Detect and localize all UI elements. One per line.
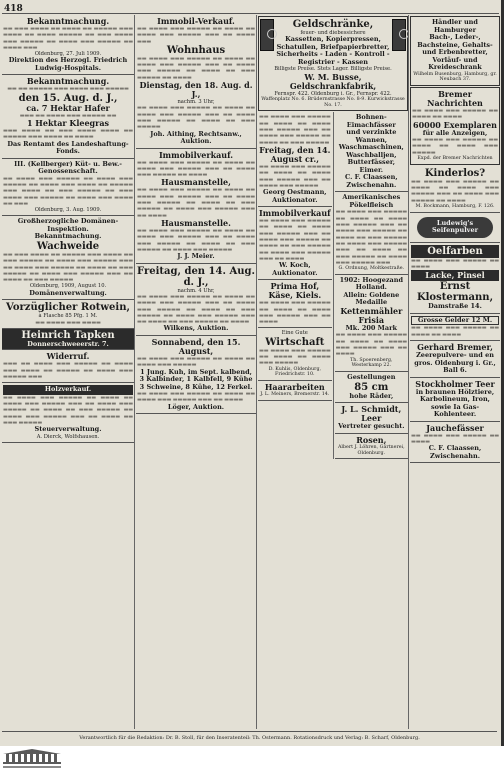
ad-title: Bekanntmachung.	[26, 76, 110, 87]
ad-org: Das Rentamt des Landeshaftung-Fonds.	[7, 139, 129, 156]
ad-items: in braunen Hölztiere, Karbolineum, Iron, sowie Ia Gas-Kohlenteer.	[415, 387, 495, 419]
ad-subtitle: für alle Anzeigen,	[422, 128, 488, 137]
ad-body: ▬▬ ▬▬▬▬ ▬▬▬ ▬▬▬▬▬ ▬▬ ▬▬▬▬ ▬▬ ▬▬▬▬ ▬▬▬ ▬▬▬▬▬ ▬▬▬ ▬▬ ▬▬▬▬ ▬▬▬ ▬▬▬▬▬ ▬▬ ▬▬▬▬ ▬▬ ▬▬▬ ▬▬▬▬▬ ▬▬ ▬▬▬▬ ▬▬▬ ▬▬▬▬▬ ▬▬▬ ▬▬ ▬▬▬▬	[259, 218, 331, 262]
safe-illustration-icon	[392, 19, 406, 51]
ad-holzverkauf	[2, 383, 134, 443]
ad-body: ▬▬ ▬▬▬▬ ▬▬▬ ▬▬▬▬▬ ▬▬ ▬▬▬▬ ▬▬ ▬▬▬▬	[412, 108, 498, 121]
ad-title: Oelfarben	[411, 245, 499, 258]
ad-item: Wachweide	[36, 240, 100, 252]
ad-org: Wilhelm Busenburg, Hamburg, gr. Neubach 37.	[413, 71, 497, 83]
page-number: 418	[4, 4, 23, 14]
ad-street: Waffenplatz No. 6. Brüdernstrasse No. 8-9. Kurwickstrasse No. 17.	[261, 96, 405, 108]
ad-geldschraenke	[258, 16, 408, 111]
ad-subtitle: feuer- und diebessichere	[300, 30, 366, 36]
ad-title: Vorzüglicher Rotwein,	[6, 302, 130, 314]
ad-firm: C. F. Claassen, Zwischenahn.	[428, 444, 482, 460]
library-logo-icon	[2, 748, 62, 772]
ad-body: ▬▬▬ ▬▬ ▬▬▬▬ ▬▬▬ ▬▬▬▬▬ ▬▬	[19, 112, 117, 119]
ad-title: Stockholmer Teer	[415, 378, 495, 389]
ad-title: Holzverkauf.	[3, 385, 133, 395]
ad-org: Georg Oestmann, Auktionator.	[263, 188, 327, 204]
ad-title: 1902: Hoogezand Holland.	[339, 275, 404, 292]
ad-item: Hausmanstelle,	[161, 177, 231, 188]
ad-org: Direktion des Herzogl. Friedrich Ludwig-Hospitals.	[8, 56, 128, 72]
ad-title: Kinderlos?	[424, 167, 486, 179]
ad-items-2: 3 Schweine, 8 Kühe, 12 Ferkel.	[139, 382, 253, 391]
ad-immobilverkauf-oestmann	[258, 112, 332, 207]
ad-subtitle: Allein: Goldene Medaille	[343, 290, 400, 307]
ad-prima-hof	[258, 280, 332, 328]
ad-price: Mk. 200 Mark	[345, 323, 397, 332]
column-2	[136, 15, 256, 729]
ad-body: ▬▬ ▬▬▬▬ ▬▬▬ ▬▬▬▬▬ ▬▬ ▬▬▬▬ ▬▬▬ ▬▬▬▬▬ ▬▬ ▬▬▬▬ ▬▬▬ ▬▬▬▬ ▬▬ ▬▬▬▬▬ ▬▬▬ ▬▬▬▬ ▬▬ ▬▬▬ ▬▬▬▬▬ ▬▬ ▬▬▬ ▬▬▬▬ ▬▬▬ ▬▬▬▬▬ ▬▬ ▬▬▬▬ ▬▬▬ ▬▬▬▬ ▬▬ ▬▬▬	[3, 175, 133, 207]
ad-immobilverkauf	[136, 149, 256, 264]
ad-body: ▬▬ ▬▬▬ ▬▬▬▬ ▬▬ ▬▬▬▬ ▬▬ ▬▬▬▬▬ ▬▬▬ ▬▬▬▬ ▬▬ ▬▬▬▬ ▬▬▬▬▬ ▬▬ ▬▬▬ ▬▬▬▬ ▬▬▬ ▬▬▬▬▬ ▬▬ ▬▬▬▬ ▬▬▬ ▬▬▬▬▬ ▬▬ ▬▬▬▬ ▬▬▬	[3, 26, 133, 51]
ad-tapken	[2, 329, 134, 351]
ad-title: Amerikanisches Pökelfleisch	[342, 193, 401, 209]
ad-price: à Flasche 85 Pfg. 1 M.	[38, 313, 98, 320]
ad-title: J. L. Schmidt, Leer	[341, 404, 402, 424]
ad-org: J. J. Meier.	[177, 252, 215, 261]
ad-title: Immobilverkauf	[259, 208, 331, 219]
ad-org: Löger, Auktion.	[167, 402, 225, 411]
imprint-footer: Verantwortlich für die Redaktion: Dr. B. Stoll, für den Inseratenteil: Th. Ostermann. Rotationsdruck und Verlag: B. Scharf, Oldenburg.	[2, 731, 497, 744]
ad-date: Oldenburg, 27. Juli 1909.	[34, 51, 102, 58]
ad-firm: W. M. Busse, Geldschrankfabrik,	[289, 71, 377, 91]
ad-org: Wilkens, Auktion.	[163, 324, 229, 333]
ad-date: Freitag, den 14. August cr.,	[259, 144, 331, 164]
ad-org: M. Bockmann, Hamburg, F. 126.	[415, 204, 495, 210]
ad-item-2: Hausmanstelle.	[161, 217, 231, 228]
ad-widerruf	[2, 350, 134, 383]
ad-number: 60000 Exemplaren	[413, 119, 497, 130]
ad-date: Freitag, den 14. Aug. d. J.,	[137, 265, 255, 288]
ad-body: ▬▬ ▬▬▬▬ ▬▬▬ ▬▬▬▬▬ ▬▬ ▬▬▬▬ ▬▬ ▬▬▬▬ ▬▬▬ ▬▬▬▬▬ ▬▬▬ ▬▬ ▬▬▬▬ ▬▬▬ ▬▬▬▬▬	[259, 163, 331, 189]
ad-address: Fernspr. 422. Oldenburg i. Gr., Fernspr. 422.	[274, 90, 392, 97]
ad-sonnabend-auktion	[136, 336, 256, 414]
ad-date: Dienstag, den 18. Aug. d. J.,	[139, 80, 253, 100]
col3-split	[258, 112, 408, 459]
column-divider	[256, 15, 257, 729]
ad-body: ▬▬ ▬▬▬▬ ▬▬▬ ▬▬▬▬▬ ▬▬ ▬▬▬▬ ▬▬ ▬▬▬▬ ▬▬▬ ▬▬▬▬▬ ▬▬▬ ▬▬ ▬▬▬▬ ▬▬▬ ▬▬▬▬▬ ▬▬ ▬▬▬▬ ▬▬ ▬▬▬ ▬▬▬▬▬	[259, 114, 331, 146]
ad-title: Heinrich Tapken	[21, 329, 115, 341]
ad-title: Jauchefässer	[426, 422, 484, 433]
ad-oelfarben	[410, 243, 500, 314]
ad-subtitle: Donnerschweeerstr. 7.	[27, 339, 109, 348]
ad-body: ▬▬ ▬▬▬▬ ▬▬▬ ▬▬▬▬▬ ▬▬ ▬▬▬▬ ▬▬ ▬▬▬▬ ▬▬▬ ▬▬▬▬▬	[259, 347, 331, 367]
ad-body: ▬▬ ▬▬▬▬ ▬▬▬ ▬▬▬▬▬ ▬▬ ▬▬▬▬ ▬▬ ▬▬▬▬ ▬▬▬ ▬▬▬▬▬ ▬▬▬ ▬▬ ▬▬▬▬ ▬▬▬ ▬▬▬▬▬ ▬▬ ▬▬▬▬ ▬▬ ▬▬▬ ▬▬▬▬▬ ▬▬ ▬▬▬▬ ▬▬▬ ▬▬▬▬▬ ▬▬▬ ▬▬ ▬▬▬▬ ▬▬ ▬▬▬ ▬▬▬▬▬ ▬▬ ▬▬▬▬ ▬▬▬ ▬▬▬▬▬ ▬▬▬	[335, 209, 407, 266]
ad-title: Bremer Nachrichten	[427, 89, 483, 109]
ad-haararbeiten	[258, 381, 332, 401]
ad-body: ▬▬ ▬▬▬▬ ▬▬▬ ▬▬▬▬▬ ▬▬ ▬▬▬▬ ▬▬ ▬▬▬▬ ▬▬▬ ▬▬▬▬▬ ▬▬▬ ▬▬ ▬▬▬▬ ▬▬▬ ▬▬▬▬▬ ▬▬ ▬▬▬▬ ▬▬ ▬▬▬ ▬▬▬▬▬ ▬▬ ▬▬▬▬ ▬▬▬ ▬▬▬▬▬ ▬▬▬ ▬▬ ▬▬▬▬ ▬▬ ▬▬▬ ▬▬▬▬▬	[3, 394, 133, 426]
ad-body: ▬▬ ▬▬▬▬ ▬▬▬ ▬▬▬▬▬ ▬▬ ▬▬▬▬ ▬▬ ▬▬▬▬ ▬▬▬ ▬▬▬▬▬ ▬▬▬ ▬▬ ▬▬▬▬ ▬▬▬ ▬▬▬▬▬ ▬▬ ▬▬▬▬ ▬▬ ▬▬▬ ▬▬▬▬▬ ▬▬ ▬▬▬▬ ▬▬▬ ▬▬▬▬▬ ▬▬▬ ▬▬ ▬▬▬▬	[137, 187, 255, 219]
ad-title: Bekanntmachung.	[26, 16, 110, 26]
ad-org: Joh. Aithing, Rechtsanw., Auktion.	[150, 129, 242, 146]
ad-kinderlos	[410, 166, 500, 213]
ad-title-2: Kettenmähler Frisia	[340, 305, 403, 325]
ad-body: ▬▬ ▬▬▬▬ ▬▬▬ ▬▬▬▬▬ ▬▬ ▬▬▬▬ ▬▬ ▬▬▬▬	[411, 325, 499, 338]
ad-body: ▬▬ ▬▬▬▬ ▬▬▬ ▬▬▬▬▬ ▬▬ ▬▬▬▬ ▬▬ ▬▬▬▬ ▬▬▬ ▬▬▬▬▬ ▬▬▬ ▬▬ ▬▬▬▬ ▬▬▬ ▬▬▬▬▬ ▬▬ ▬▬▬▬ ▬▬ ▬▬▬ ▬▬▬▬▬ ▬▬ ▬▬▬▬ ▬▬▬ ▬▬▬▬▬ ▬▬▬ ▬▬ ▬▬▬▬ ▬▬ ▬▬▬ ▬▬▬▬▬ ▬▬ ▬▬▬▬	[137, 293, 255, 326]
ad-org: Expd. der Bremer Nachrichten	[417, 156, 493, 162]
ad-body: ▬▬ ▬▬▬▬ ▬▬▬ ▬▬▬▬▬ ▬▬ ▬▬▬▬ ▬▬ ▬▬▬▬ ▬▬▬ ▬▬▬▬▬ ▬▬▬ ▬▬ ▬▬▬▬ ▬▬▬ ▬▬▬▬▬ ▬▬ ▬▬▬▬	[411, 178, 499, 204]
ad-address: Damstraße 14.	[428, 302, 482, 311]
ad-date: den 15. Aug. d. J.,	[18, 92, 118, 104]
column-3	[258, 15, 408, 729]
ad-title: Rosen,	[356, 434, 387, 445]
ad-title: Prima Hof, Käse, Kiels.	[268, 281, 322, 301]
column-1	[2, 15, 134, 729]
ad-body: ▬▬▬ ▬▬▬▬ ▬▬ ▬▬▬ ▬▬▬▬ ▬▬▬▬ ▬▬ ▬▬▬▬▬ ▬▬▬ ▬▬▬▬ ▬▬ ▬▬▬▬	[3, 128, 133, 141]
ad-bekanntmachung-hafer	[2, 75, 134, 158]
ad-title: Händler und Hamburger	[432, 18, 478, 34]
ad-date: Sonnabend, den 15. August,	[151, 336, 241, 356]
ad-title: Bohnen-Eimachfässer	[346, 113, 396, 129]
column-divider	[408, 15, 409, 729]
safe-row	[260, 19, 406, 51]
col3-left	[258, 112, 334, 459]
header-rule	[2, 13, 499, 14]
ad-items: Kassetten, Kopierpressen, Schatullen, Briefpapierbretter,	[276, 35, 390, 51]
safe-illustration-icon	[260, 19, 274, 51]
ad-title: Grosse Gelder 12 M.	[411, 316, 499, 326]
ad-genossenschaft	[2, 159, 134, 217]
ad-body: ▬▬▬ ▬▬ ▬▬▬▬ ▬▬▬ ▬▬▬▬▬ ▬▬ ▬▬▬▬ ▬▬▬ ▬▬▬▬ ▬▬ ▬▬▬▬▬ ▬▬ ▬▬▬▬ ▬▬▬ ▬▬▬▬▬ ▬▬▬	[3, 361, 133, 380]
ad-items: und verzinkte Wannen, Waschmaschinen, Waschballjen, Butterfässer, Eimer.	[338, 128, 404, 174]
ad-title: Immobilverkauf.	[158, 149, 234, 160]
ad-body: ▬▬ ▬▬▬▬ ▬▬▬ ▬▬▬▬▬ ▬▬ ▬▬▬▬ ▬▬ ▬▬▬▬ ▬▬▬ ▬▬▬▬▬ ▬▬▬ ▬▬ ▬▬▬▬ ▬▬▬ ▬▬▬▬▬ ▬▬ ▬▬▬▬	[137, 159, 255, 179]
ad-freitag-auktion	[136, 264, 256, 336]
ad-subtitle: Zeerepulvere- und en gros. Oldenburg i. Gr., Ball 6.	[414, 351, 496, 375]
ad-time: nachm. 4 Uhr,	[177, 287, 215, 294]
ad-hoogezand	[335, 275, 408, 372]
ad-items: 1 Jung. Kuh, im Sept. kalbend, 3 Kalbinder, 1 Kalbfell, 9 Kühe	[139, 367, 253, 383]
ad-date: Oldenburg, 3. Aug. 1909.	[34, 207, 102, 214]
ad-firm: Ernst Klostermann,	[416, 281, 494, 304]
ad-title: III. (Kellberger) Küt- u. Bew.-Genossenschaft.	[14, 159, 122, 176]
ad-wirtschaft	[258, 328, 332, 381]
ad-bremer-nachrichten	[410, 87, 500, 165]
ad-body: ▬▬ ▬▬▬▬ ▬▬▬ ▬▬▬▬▬ ▬▬ ▬▬▬▬	[411, 432, 499, 445]
ad-title: Ludewig's Seifenpulver	[431, 218, 479, 235]
ad-title: Großherzogliche Domänen-Inspektion.	[17, 217, 119, 233]
ad-title: Widerruf.	[46, 351, 90, 362]
ad-items: Bach-, Leder-, Bachsteine, Gehalts- und Erbenbretter, Vorläuf- und Kreideschrank	[417, 33, 493, 71]
safe-title-block	[274, 19, 391, 51]
ad-time: nachm. 3 Uhr,	[177, 99, 215, 106]
ad-price: 85 cm	[354, 381, 389, 393]
soap-oval	[417, 217, 493, 238]
ad-org: Domänenverwaltung.	[29, 288, 107, 297]
col3-right	[334, 112, 408, 459]
ad-body: ▬▬ ▬▬▬▬ ▬▬▬ ▬▬▬▬▬ ▬▬ ▬▬▬▬ ▬▬ ▬▬▬▬ ▬▬▬ ▬▬▬▬▬ ▬▬▬ ▬▬ ▬▬▬▬ ▬▬▬	[137, 26, 255, 45]
ad-org: W. Koch, Auktionator.	[272, 261, 318, 277]
ad-gerhard-bremer	[410, 341, 500, 378]
ad-rotwein	[2, 300, 134, 329]
ad-title: Gestellungen	[347, 373, 396, 382]
ad-subtitle: Bekanntmachung.	[34, 232, 102, 241]
ad-jauchefaesser	[410, 422, 500, 464]
ad-org: J. L. Meiners, Bremerstr. 14.	[260, 392, 330, 398]
ad-body: ▬▬ ▬▬▬▬ ▬▬▬ ▬▬▬▬	[35, 319, 101, 326]
ad-firm: C. F. Claassen, Zwischenahn.	[345, 173, 398, 189]
ad-title: Gerhard Bremer,	[417, 342, 493, 353]
ad-body: ▬▬ ▬▬▬▬ ▬▬▬ ▬▬▬▬▬ ▬▬ ▬▬▬▬ ▬▬ ▬▬▬▬ ▬▬▬ ▬▬▬▬▬ ▬▬▬ ▬▬ ▬▬▬▬	[259, 300, 331, 326]
ad-body: ▬▬ ▬▬ ▬▬▬▬▬ ▬▬▬ ▬▬▬▬ ▬▬▬ ▬▬▬▬▬	[7, 86, 129, 93]
ad-haendler	[410, 16, 500, 86]
ad-item: ca. 7 Hektar Hafer	[26, 102, 110, 113]
ad-subtitle: Lacke, Pinsel	[411, 270, 499, 281]
column-divider	[134, 15, 135, 729]
ad-body: ▬▬ ▬▬▬▬ ▬▬▬ ▬▬▬▬▬ ▬▬ ▬▬▬▬ ▬▬ ▬▬▬▬ ▬▬▬ ▬▬▬▬▬ ▬▬▬ ▬▬ ▬▬▬▬ ▬▬▬ ▬▬▬▬▬ ▬▬ ▬▬▬▬ ▬▬ ▬▬▬ ▬▬▬▬▬ ▬▬ ▬▬▬▬	[137, 55, 255, 81]
ad-org: Albert J. Löhren, Gärtnerei, Oldenburg.	[337, 444, 405, 456]
ad-body: ▬▬ ▬▬▬▬ ▬▬▬ ▬▬▬▬▬ ▬▬ ▬▬▬▬ ▬▬ ▬▬▬▬ ▬▬▬ ▬▬▬▬▬	[412, 137, 498, 156]
ad-lines: Sicherheits - Laden - Kontroll - Registrier - Kassen	[276, 50, 390, 66]
ad-domaenen	[2, 216, 134, 300]
ad-subtitle: Steuerverwaltung.	[34, 425, 102, 434]
ad-body: ▬▬ ▬▬▬▬ ▬▬▬ ▬▬▬▬▬ ▬▬ ▬▬▬▬ ▬▬ ▬▬▬▬ ▬▬▬ ▬▬▬▬▬ ▬▬▬ ▬▬ ▬▬▬▬	[335, 332, 407, 358]
ad-stockholmer-teer	[410, 378, 500, 422]
ad-subtitle: Eine Gute	[281, 330, 308, 337]
ad-schmidt-leer	[335, 403, 408, 434]
ad-rosen	[335, 434, 408, 460]
ad-prices: Billigste Preise. Stets Lager. Billigste Preise.	[274, 66, 392, 73]
ad-org: D. Kuhlis, Oldenburg, Friedrichstr. 10.	[268, 366, 322, 378]
ad-title: Haararbeiten	[264, 382, 325, 393]
ad-org: A. Dierck, Wolfshausen.	[36, 433, 100, 440]
ad-subtitle: Vertreter gesucht.	[338, 422, 405, 431]
ad-body: ▬▬ ▬▬▬▬ ▬▬▬ ▬▬▬▬▬ ▬▬ ▬▬▬▬ ▬▬ ▬▬▬▬ ▬▬▬ ▬▬▬▬▬	[137, 355, 255, 369]
ad-item-2: 1 Hektar Kleegras	[26, 118, 110, 129]
ad-title: Wirtschaft	[265, 336, 325, 348]
ad-body: ▬▬ ▬▬▬▬ ▬▬▬ ▬▬▬▬▬ ▬▬ ▬▬▬▬	[411, 257, 499, 271]
ad-title: Geldschränke,	[292, 19, 374, 30]
ad-body: ▬▬ ▬▬▬▬ ▬▬▬ ▬▬▬▬▬ ▬▬ ▬▬▬▬ ▬▬ ▬▬▬▬ ▬▬▬ ▬▬▬▬▬ ▬▬▬ ▬▬ ▬▬▬▬ ▬▬▬ ▬▬▬▬▬ ▬▬ ▬▬▬▬ ▬▬ ▬▬▬ ▬▬▬▬▬ ▬▬ ▬▬▬▬ ▬▬▬ ▬▬▬▬▬	[137, 227, 255, 253]
ad-immobil-wohnhaus	[136, 15, 256, 149]
ad-grosse-gelder	[410, 314, 500, 341]
ad-title: Immobil-Verkauf.	[157, 16, 235, 26]
ad-org: G. Ordnung, Moltkestraße.	[338, 266, 405, 272]
ad-org: Th. Spoerenberg, Westerkamp 22.	[350, 357, 393, 369]
ad-raeder	[335, 372, 408, 403]
ad-bekanntmachung-hospital	[2, 15, 134, 75]
ad-body: ▬▬ ▬▬▬ ▬▬▬▬ ▬▬ ▬▬▬▬▬ ▬▬▬ ▬▬▬▬ ▬▬ ▬▬▬ ▬▬▬▬▬ ▬▬ ▬▬▬▬ ▬▬▬ ▬▬▬▬▬ ▬▬▬ ▬▬ ▬▬▬▬ ▬▬▬ ▬▬▬▬▬ ▬▬ ▬▬▬▬ ▬▬ ▬▬▬ ▬▬▬▬▬ ▬▬ ▬▬▬▬ ▬▬▬ ▬▬▬▬▬ ▬▬▬ ▬▬ ▬▬▬▬ ▬▬ ▬▬▬ ▬▬▬▬▬	[3, 251, 133, 284]
ad-ludewig	[410, 213, 500, 243]
column-4	[410, 15, 500, 729]
ad-poekelfleisch	[335, 192, 408, 274]
ad-immobilverkauf-koch	[258, 207, 332, 280]
ad-body: ▬▬ ▬▬▬▬ ▬▬▬ ▬▬▬▬▬ ▬▬ ▬▬▬▬ ▬▬ ▬▬▬▬ ▬▬▬ ▬▬▬▬▬ ▬▬▬ ▬▬ ▬▬▬▬	[137, 391, 255, 404]
ad-body: ▬▬ ▬▬▬▬ ▬▬▬ ▬▬▬▬▬ ▬▬ ▬▬▬▬ ▬▬ ▬▬▬▬ ▬▬▬ ▬▬▬▬▬ ▬▬▬ ▬▬ ▬▬▬▬ ▬▬▬ ▬▬▬▬▬ ▬▬ ▬▬▬▬ ▬▬ ▬▬▬ ▬▬▬▬▬	[137, 105, 255, 131]
ad-item: hohe Räder,	[349, 391, 394, 400]
ad-item: Wohnhaus	[166, 44, 226, 56]
ad-date: Oldenburg, 1909, August 10.	[29, 283, 107, 290]
ad-bohnen	[335, 112, 408, 192]
